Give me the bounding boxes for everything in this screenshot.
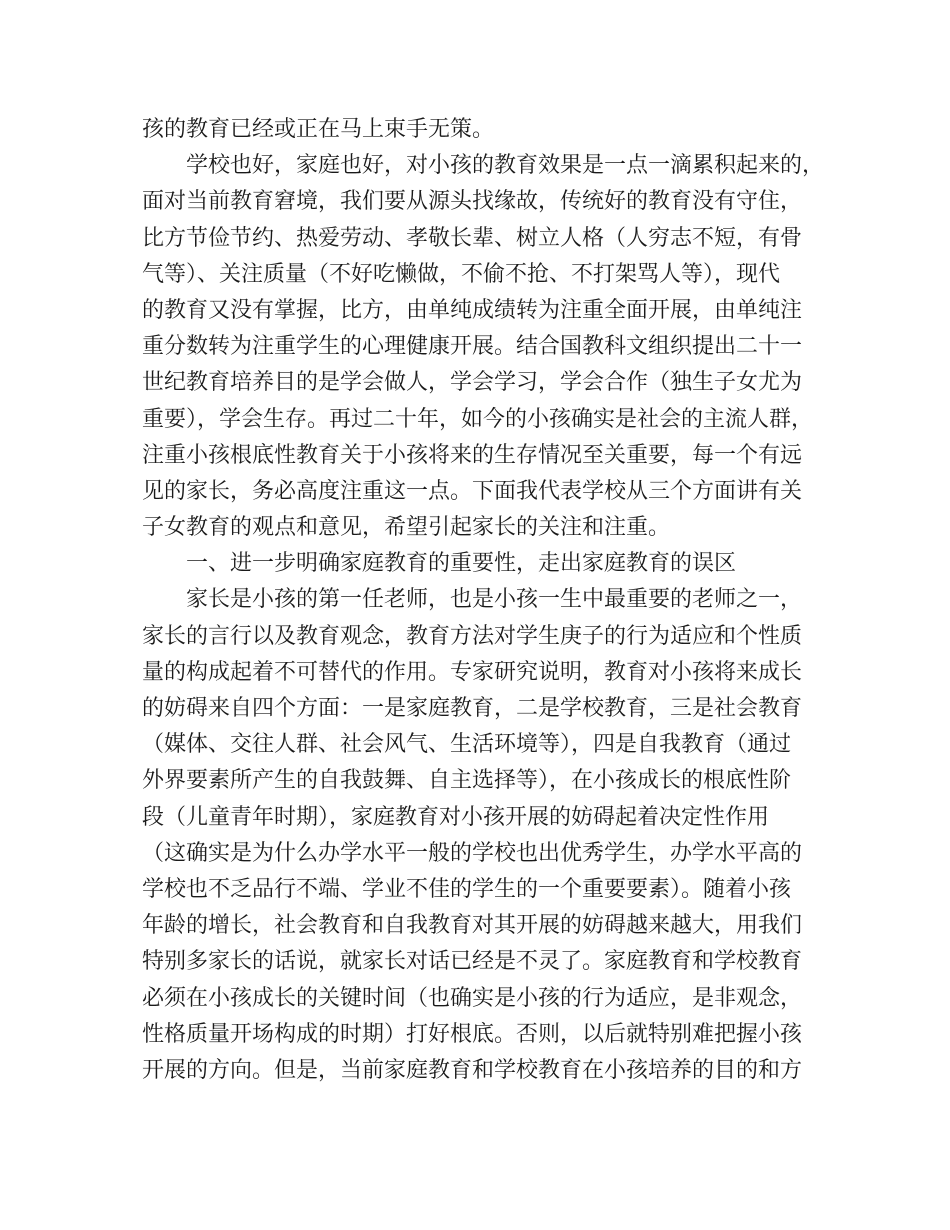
- text-line: 孩的教育已经或正在马上束手无策。: [142, 117, 495, 142]
- text-line: （媒体、交往人群、社会风气、生活环境等），四是自我教育（通过: [142, 732, 792, 758]
- body-text: [142, 112, 832, 1089]
- text-line: 性格质量开场构成的时期）打好根底。否则，以后就特别难把握小孩: [142, 1021, 803, 1047]
- paragraph-first-line: 家长是小孩的第一任老师，也是小孩一生中最重要的老师之一，: [186, 587, 803, 613]
- text-line: 家长的言行以及教育观念，教育方法对学生庚子的行为适应和个性质: [142, 623, 803, 649]
- text-line: 面对当前教育窘境，我们要从源头找缘故，传统好的教育没有守住，: [142, 189, 803, 215]
- paragraph-first-line: 学校也好，家庭也好，对小孩的教育效果是一点一滴累积起来的，: [186, 153, 825, 179]
- text-line: 重要），学会生存。再过二十年，如今的小孩确实是社会的主流人群，: [142, 406, 814, 432]
- section-heading: 一、进一步明确家庭教育的重要性，走出家庭教育的误区: [186, 551, 737, 577]
- text-line: 特别多家长的话说，就家长对话已经是不灵了。家庭教育和学校教育: [142, 949, 803, 975]
- text-line: 见的家长，务必高度注重这一点。下面我代表学校从三个方面讲有关: [142, 478, 803, 504]
- text-line: 的妨碍来自四个方面：一是家庭教育，二是学校教育，三是社会教育: [142, 696, 803, 721]
- text-line: 比方节俭节约、热爱劳动、孝敬长辈、树立人格（人穷志不短，有骨: [142, 225, 803, 251]
- text-line: 段（儿童青年时期），家庭教育对小孩开展的妨碍起着决定性作用: [142, 804, 770, 830]
- text-line: 气等）、关注质量（不好吃懒做，不偷不抢、不打架骂人等），现代: [142, 261, 781, 287]
- text-line: （这确实是为什么办学水平一般的学校也出优秀学生，办学水平高的: [142, 840, 803, 866]
- text-line: 世纪教育培养目的是学会做人，学会学习，学会合作（独生子女尤为: [142, 370, 803, 396]
- text-line: 子女教育的观点和意见，希望引起家长的关注和注重。: [142, 515, 671, 541]
- text-line: 外界要素所产生的自我鼓舞、自主选择等），在小孩成长的根底性阶: [142, 768, 792, 794]
- text-line: 学校也不乏品行不端、学业不佳的学生的一个重要要素）。随着小孩: [142, 876, 792, 902]
- text-line: 必须在小孩成长的关键时间（也确实是小孩的行为适应，是非观念，: [142, 985, 803, 1011]
- text-line: 量的构成起着不可替代的作用。专家研究说明，教育对小孩将来成长: [142, 659, 803, 685]
- text-line: 开展的方向。但是，当前家庭教育和学校教育在小孩培养的目的和方: [142, 1057, 803, 1083]
- text-line: 年龄的增长，社会教育和自我教育对其开展的妨碍越来越大，用我们: [142, 913, 803, 939]
- text-line: 注重小孩根底性教育关于小孩将来的生存情况至关重要，每一个有远: [142, 442, 803, 468]
- text-line: 重分数转为注重学生的心理健康开展。结合国教科文组织提出二十一: [142, 334, 803, 360]
- text-line: 的教育又没有掌握，比方，由单纯成绩转为注重全面开展，由单纯注: [142, 297, 803, 323]
